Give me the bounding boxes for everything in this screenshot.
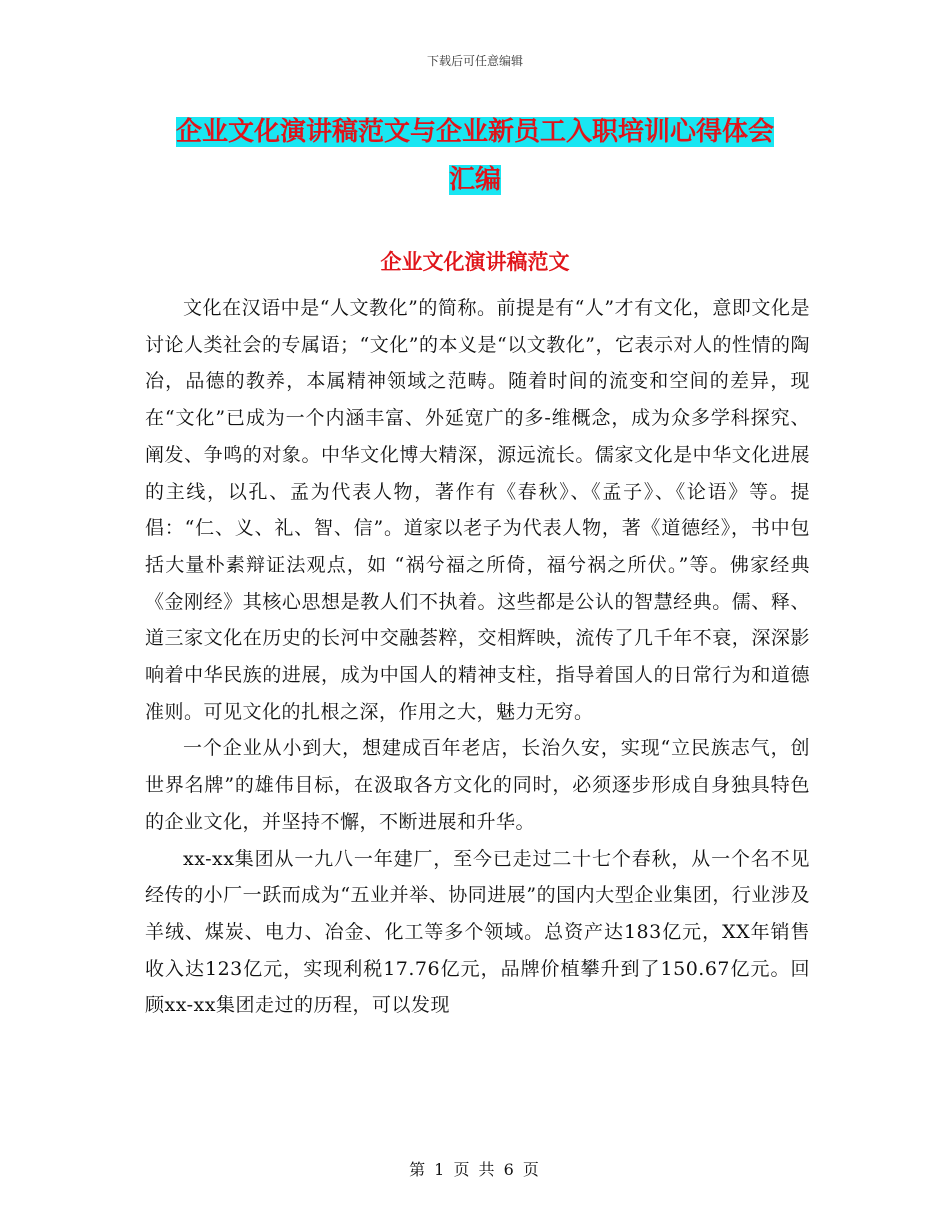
paragraph-3: xx-xx集团从一九八一年建厂，至今已走过二十七个春秋，从一个名不见经传的小厂一跃而成为“五业并举、协同进展”的国内大型企业集团，行业涉及羊绒、煤炭、电力、冶金、化工等多个领域。总资产达183亿元，XX年销售收入达123亿元，实现利税17.76亿元，品牌价植攀升到了150.67亿元。回顾xx-xx集团走过的历程，可以发现 [145,847,810,1017]
document-title [140,108,810,204]
paragraph-2: 一个企业从小到大，想建成百年老店，长治久安，实现“立民族志气，创世界名牌”的雄伟目标，在汲取各方文化的同时，必须逐步形成自身独具特色的企业文化，并坚持不懈，不断进展和升华。 [145,737,810,833]
document-title-line-1: 企业文化演讲稿范文与企业新员工入职培训心得体会 [175,117,774,147]
body-text [145,290,810,1024]
section-heading: 企业文化演讲稿范文 [380,250,570,274]
document-title-line-2: 汇编 [448,165,501,195]
page-header-note: 下载后可任意编辑 [426,54,523,68]
paragraph-1: 文化在汉语中是“人文教化”的简称。前提是有“人”才有文化，意即文化是讨论人类社会的专属语；“文化”的本义是“以文教化”，它表示对人的性情的陶冶，品德的教养，本属精神领域之范畴。随着时间的流变和空间的差异，现在“文化”已成为一个内涵丰富、外延宽广的多-维概念，成为众多学科探究、阐发、争鸣的对象。中华文化博大精深，源远流长。儒家文化是中华文化进展的主线，以孔、孟为代表人物，著作有《春秋》、《孟子》、《论语》等。提倡：“仁、义、礼、智、信”。道家以老子为代表人物，著《道德经》，书中包括大量朴素辩证法观点，如 “祸兮福之所倚，福兮祸之所伏。”等。佛家经典《金刚经》其核心思想是教人们不执着。这些都是公认的智慧经典。儒、释、道三家文化在历史的长河中交融荟粹，交相辉映，流传了几千年不衰，深深影响着中华民族的进展，成为中国人的精神支柱，指导着国人的日常行为和道德准则。可见文化的扎根之深，作用之大，魅力无穷。 [145,297,810,723]
page-number-footer: 第 1 页 共 6 页 [409,1160,541,1179]
